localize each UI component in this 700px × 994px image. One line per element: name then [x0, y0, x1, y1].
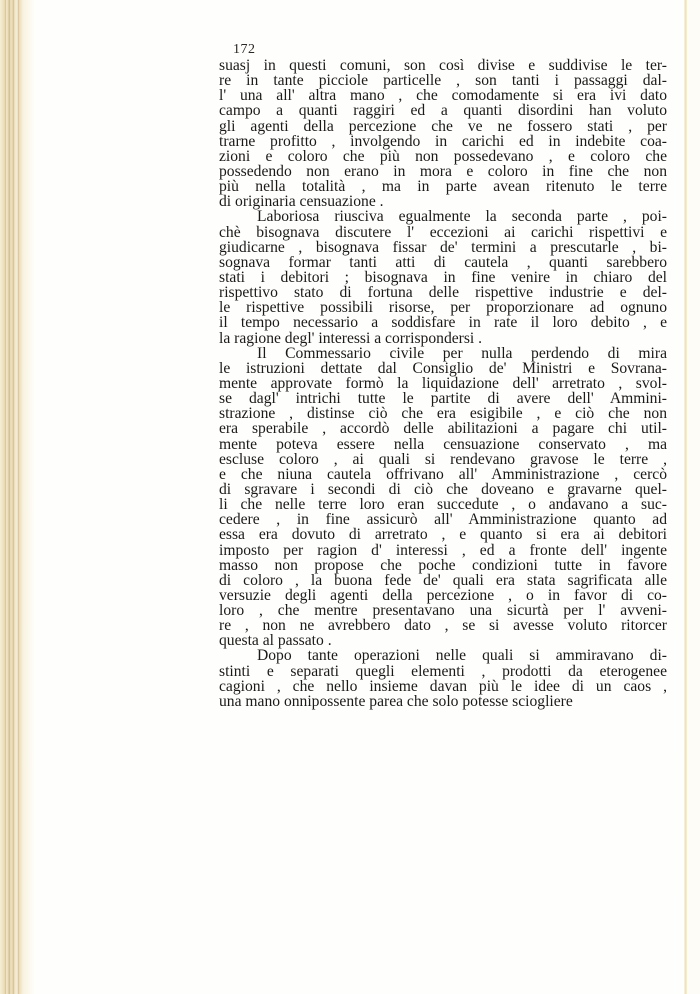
page-number: 172: [233, 42, 256, 57]
text-line: cedere , in fine assicurò all' Amministrazione quanto ad: [219, 511, 667, 529]
text-line: stati i debitori ; bisognava in fine venire in chiaro del: [219, 268, 667, 286]
text-line: giudicarne , bisognava fissar de' termini a prescutarle , bi-: [219, 238, 667, 256]
text-line: se dagl' intrichi tutte le partite di avere dell' Ammini-: [219, 390, 667, 408]
text-line: chè bisognava discutere l' eccezioni ai carichi rispettivi e: [219, 223, 667, 241]
page-edge-line: [18, 0, 19, 994]
text-line: masso non propose che poche condizioni tutte in favore: [219, 556, 667, 574]
text-line: re , non ne avrebbero dato , se si avesse voluto ritorcer: [219, 617, 667, 635]
body-text: [219, 58, 667, 709]
text-line: stinti e separati quegli elementi , prodotti da eterogenee: [219, 662, 667, 680]
text-line: mente approvate formò la liquidazione dell' arretrato , svol-: [219, 374, 667, 392]
text-line: possedendo non erano in mora e coloro in fine che non: [219, 162, 667, 180]
page-edge-line: [13, 0, 14, 994]
page-edge-line: [5, 0, 6, 994]
text-line: l' una all' altra mano , che comodamente si era ivi dato: [219, 87, 667, 105]
text-line: più nella totalità , ma in parte avean ritenuto le terre: [219, 178, 667, 196]
page-edge-line: [9, 0, 10, 994]
paragraph: [219, 58, 667, 209]
text-line: e che niuna cautela offrivano all' Amministrazione , cercò: [219, 465, 667, 483]
text-line: versuzie degli agenti della percezione , o in favor di co-: [219, 586, 667, 604]
text-line: imposto per ragion d' interessi , ed a fronte dell' ingente: [219, 541, 667, 559]
binding-gutter: [0, 0, 34, 994]
text-line: mente poteva essere nella censuazione conservato , ma: [219, 435, 667, 453]
text-line: trarne profitto , involgendo in carichi ed in indebite coa-: [219, 132, 667, 150]
paragraph: [219, 209, 667, 345]
text-line: campo a quanti raggiri ed a quanti disordini han voluto: [219, 102, 667, 120]
text-line: escluse coloro , ai quali si rendevano gravose le terre ,: [219, 450, 667, 468]
paragraph: [219, 648, 667, 709]
text-line: Il Commessario civile per nulla perdendo di mira: [257, 344, 667, 362]
text-line: li che nelle terre loro eran succedute , o andavano a suc-: [219, 496, 667, 514]
text-line: le istruzioni dettate dal Consiglio de' Ministri e Sovrana-: [219, 359, 667, 377]
text-line: gli agenti della percezione che ve ne fossero stati , per: [219, 117, 667, 135]
text-line: era sperabile , accordò delle abilitazioni a pagare chi util-: [219, 420, 667, 438]
text-line: loro , che mentre presentavano una sicurtà per l' avveni-: [219, 602, 667, 620]
text-line: il tempo necessario a soddisfare in rate il loro debito , e: [219, 314, 667, 332]
text-line: una mano onnipossente parea che solo potesse sciogliere: [219, 692, 573, 710]
text-line: strazione , distinse ciò che era esigibile , e ciò che non: [219, 405, 667, 423]
text-line: rispettivo stato di fortuna delle rispettive industrie e del-: [219, 284, 667, 302]
text-line: Laboriosa riusciva egualmente la seconda parte , poi-: [257, 208, 667, 226]
text-line: essa era dovuto di arretrato , e quanto si era ai debitori: [219, 526, 667, 544]
text-line: Dopo tante operazioni nelle quali si ammiravano di-: [257, 647, 667, 665]
text-line: le rispettive possibili risorse, per proporzionare ad ognuno: [219, 299, 667, 317]
text-line: zioni e coloro che più non possedevano , e coloro che: [219, 147, 667, 165]
text-line: suasj in questi comuni, son così divise e suddivise le ter-: [219, 57, 667, 74]
paragraph: [219, 346, 667, 649]
text-line: cagioni , che nello insieme davan più le idee di un caos ,: [219, 677, 667, 695]
text-line: questa al passato .: [219, 632, 332, 650]
text-line: di coloro , la buona fede de' quali era stata sagrificata alle: [219, 571, 667, 589]
text-line: di originaria censuazione .: [219, 193, 384, 211]
text-line: sognava formar tanti atti di cautela , quanti sarebbero: [219, 253, 667, 271]
right-margin: [687, 0, 700, 994]
text-line: di sgravare i secondi di ciò che doveano e gravarne quel-: [219, 480, 667, 498]
text-line: la ragione degl' interessi a corrispondersi .: [219, 329, 483, 347]
text-line: re in tante picciole particelle , son tanti i passaggi dal-: [219, 72, 667, 90]
